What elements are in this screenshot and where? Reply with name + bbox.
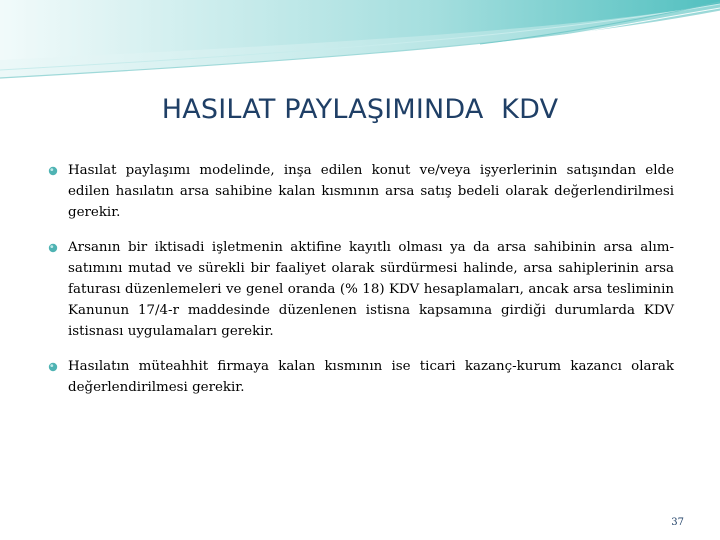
bullet-text: Hasılat paylaşımı modelinde, inşa edilen konut ve/veya işyerlerinin satışından elde edilen hasılatın arsa sahibine kalan kısmının arsa satış bedeli olarak değerlendirilmesi gerekir. [68, 163, 674, 220]
list-item [48, 356, 674, 398]
bullet-list [48, 160, 674, 412]
decorative-banner [0, 0, 720, 100]
page-number: 37 [671, 517, 684, 528]
bullet-icon [48, 362, 58, 372]
bullet-icon [48, 243, 58, 253]
bullet-text: Hasılatın müteahhit firmaya kalan kısmının ise ticari kazanç-kurum kazancı olarak değerlendirilmesi gerekir. [68, 359, 674, 395]
bullet-icon [48, 166, 58, 176]
list-item [48, 237, 674, 342]
slide-title: HASILAT PAYLAŞIMINDA KDV [161, 94, 559, 125]
bullet-text: Arsanın bir iktisadi işletmenin aktifine kayıtlı olması ya da arsa sahibinin arsa alım-satımını mutad ve sürekli bir faaliyet olarak sürdürmesi halinde, arsa sahiplerinin arsa faturası düzenlemeleri ve genel oranda (% 18) KDV hesaplamaları, ancak arsa tesliminin Kanunun 17/4-r maddesinde düzenlenen istisna kapsamına girdiği durumlarda KDV istisnası uygulamaları gerekir. [68, 240, 674, 339]
list-item [48, 160, 674, 223]
